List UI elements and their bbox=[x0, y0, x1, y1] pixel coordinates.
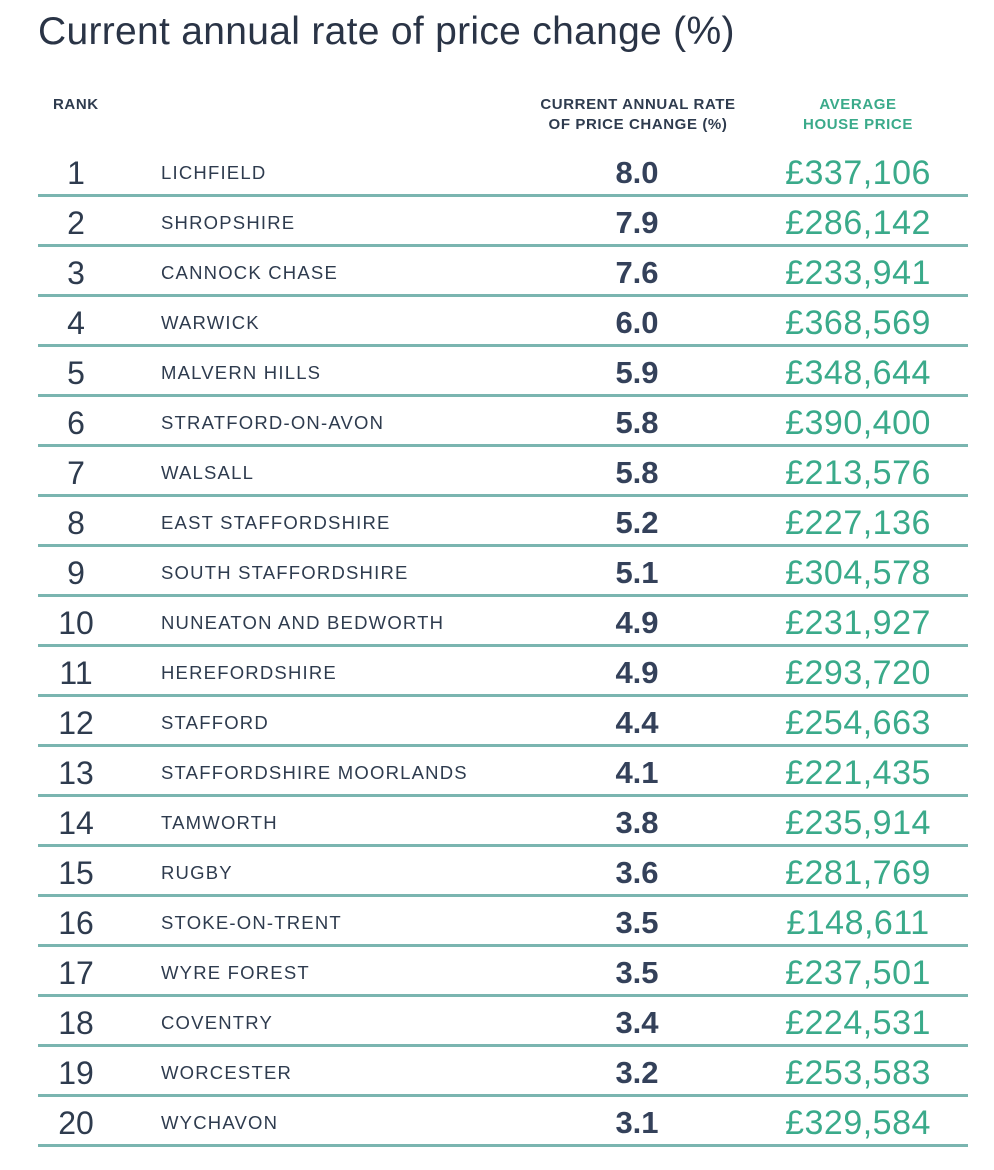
area-name-cell: EAST STAFFORDSHIRE bbox=[161, 512, 391, 533]
price-header-line-1: AVERAGE bbox=[819, 96, 897, 113]
average-price-cell: £233,941 bbox=[785, 254, 931, 292]
average-price-cell: £304,578 bbox=[785, 554, 931, 592]
rate-change-cell: 3.5 bbox=[615, 905, 659, 940]
rank-cell: 17 bbox=[58, 955, 94, 991]
area-name-cell: RUGBY bbox=[161, 862, 233, 883]
average-price-cell: £390,400 bbox=[785, 404, 931, 442]
rate-change-cell: 5.1 bbox=[615, 555, 659, 590]
area-name-cell: WARWICK bbox=[161, 312, 260, 333]
area-name-cell: LICHFIELD bbox=[161, 162, 267, 183]
rank-cell: 7 bbox=[67, 455, 85, 491]
table-row bbox=[38, 997, 968, 1047]
table-row bbox=[38, 847, 968, 897]
rank-cell: 1 bbox=[67, 155, 85, 191]
rate-change-cell: 3.8 bbox=[615, 805, 659, 840]
rate-change-cell: 8.0 bbox=[615, 155, 659, 190]
average-price-cell: £253,583 bbox=[785, 1054, 931, 1092]
average-price-cell: £337,106 bbox=[785, 154, 931, 192]
table-row bbox=[38, 297, 968, 347]
average-price-cell: £221,435 bbox=[785, 754, 931, 792]
average-price-cell: £329,584 bbox=[785, 1104, 931, 1142]
rate-change-cell: 4.9 bbox=[615, 605, 659, 640]
table-row bbox=[38, 197, 968, 247]
table-row bbox=[38, 447, 968, 497]
table-row bbox=[38, 247, 968, 297]
area-name-cell: WYRE FOREST bbox=[161, 962, 310, 983]
area-name-cell: MALVERN HILLS bbox=[161, 362, 322, 383]
table-row bbox=[38, 547, 968, 597]
average-price-cell: £235,914 bbox=[785, 804, 931, 842]
area-name-cell: CANNOCK CHASE bbox=[161, 262, 338, 283]
rate-change-cell: 5.8 bbox=[615, 405, 659, 440]
area-name-cell: STAFFORDSHIRE MOORLANDS bbox=[161, 762, 468, 783]
average-price-cell: £281,769 bbox=[785, 854, 931, 892]
rank-cell: 11 bbox=[59, 655, 93, 691]
rank-cell: 5 bbox=[67, 355, 85, 391]
rank-cell: 10 bbox=[58, 605, 94, 641]
table-row bbox=[38, 797, 968, 847]
rate-change-cell: 6.0 bbox=[615, 305, 659, 340]
rank-cell: 3 bbox=[67, 255, 85, 291]
area-name-cell: WALSALL bbox=[161, 462, 255, 483]
rate-change-cell: 3.4 bbox=[615, 1005, 659, 1040]
area-name-cell: STRATFORD-ON-AVON bbox=[161, 412, 385, 433]
rank-cell: 16 bbox=[58, 905, 94, 941]
table-row bbox=[38, 397, 968, 447]
table-row bbox=[38, 1097, 968, 1147]
rank-cell: 13 bbox=[58, 755, 94, 791]
area-name-cell: SHROPSHIRE bbox=[161, 212, 296, 233]
price-column-header bbox=[758, 95, 958, 135]
rank-cell: 20 bbox=[58, 1105, 94, 1141]
rate-change-cell: 5.9 bbox=[615, 355, 659, 390]
area-name-cell: STAFFORD bbox=[161, 712, 269, 733]
rate-change-cell: 3.1 bbox=[615, 1105, 659, 1140]
average-price-cell: £368,569 bbox=[785, 304, 931, 342]
area-name-cell: NUNEATON AND BEDWORTH bbox=[161, 612, 445, 633]
area-name-cell: STOKE-ON-TRENT bbox=[161, 912, 342, 933]
rate-header-line-1: CURRENT ANNUAL RATE bbox=[540, 96, 736, 113]
average-price-cell: £224,531 bbox=[785, 1004, 931, 1042]
table-row bbox=[38, 697, 968, 747]
area-name-cell: WORCESTER bbox=[161, 1062, 293, 1083]
rate-change-cell: 4.9 bbox=[615, 655, 659, 690]
rate-change-cell: 7.9 bbox=[615, 205, 659, 240]
table-row bbox=[38, 897, 968, 947]
average-price-cell: £227,136 bbox=[785, 504, 931, 542]
average-price-cell: £237,501 bbox=[785, 954, 931, 992]
area-name-cell: WYCHAVON bbox=[161, 1112, 279, 1133]
table-row bbox=[38, 1047, 968, 1097]
rank-cell: 12 bbox=[58, 705, 94, 741]
table-row bbox=[38, 347, 968, 397]
rank-cell: 8 bbox=[67, 505, 85, 541]
rate-change-cell: 5.8 bbox=[615, 455, 659, 490]
table-row bbox=[38, 597, 968, 647]
rank-cell: 19 bbox=[58, 1055, 94, 1091]
average-price-cell: £254,663 bbox=[785, 704, 931, 742]
rank-cell: 2 bbox=[67, 205, 85, 241]
rank-cell: 4 bbox=[67, 305, 85, 341]
table-row bbox=[38, 147, 968, 197]
rank-cell: 6 bbox=[67, 405, 85, 441]
ranking-table bbox=[38, 147, 968, 1147]
table-row bbox=[38, 497, 968, 547]
rank-cell: 18 bbox=[58, 1005, 94, 1041]
average-price-cell: £213,576 bbox=[785, 454, 931, 492]
table-row bbox=[38, 647, 968, 697]
average-price-cell: £286,142 bbox=[785, 204, 931, 242]
average-price-cell: £348,644 bbox=[785, 354, 931, 392]
area-name-cell: TAMWORTH bbox=[161, 812, 278, 833]
area-name-cell: HEREFORDSHIRE bbox=[161, 662, 337, 683]
rate-change-cell: 4.1 bbox=[615, 755, 659, 790]
rank-cell: 15 bbox=[58, 855, 94, 891]
table-row bbox=[38, 747, 968, 797]
average-price-cell: £148,611 bbox=[786, 904, 930, 942]
price-header-line-2: HOUSE PRICE bbox=[803, 116, 913, 133]
rate-column-header bbox=[518, 95, 758, 135]
table-row bbox=[38, 947, 968, 997]
average-price-cell: £293,720 bbox=[785, 654, 931, 692]
area-name-cell: SOUTH STAFFORDSHIRE bbox=[161, 562, 409, 583]
rank-cell: 9 bbox=[67, 555, 85, 591]
rank-cell: 14 bbox=[58, 805, 94, 841]
rate-change-cell: 7.6 bbox=[615, 255, 659, 290]
rank-column-header: RANK bbox=[53, 96, 99, 113]
rate-header-line-2: OF PRICE CHANGE (%) bbox=[548, 116, 728, 133]
rate-change-cell: 3.5 bbox=[615, 955, 659, 990]
rate-change-cell: 4.4 bbox=[615, 705, 659, 740]
rate-change-cell: 5.2 bbox=[615, 505, 659, 540]
area-name-cell: COVENTRY bbox=[161, 1012, 274, 1033]
rate-change-cell: 3.2 bbox=[615, 1055, 659, 1090]
rate-change-cell: 3.6 bbox=[615, 855, 659, 890]
average-price-cell: £231,927 bbox=[785, 604, 931, 642]
page-title: Current annual rate of price change (%) bbox=[38, 10, 735, 53]
